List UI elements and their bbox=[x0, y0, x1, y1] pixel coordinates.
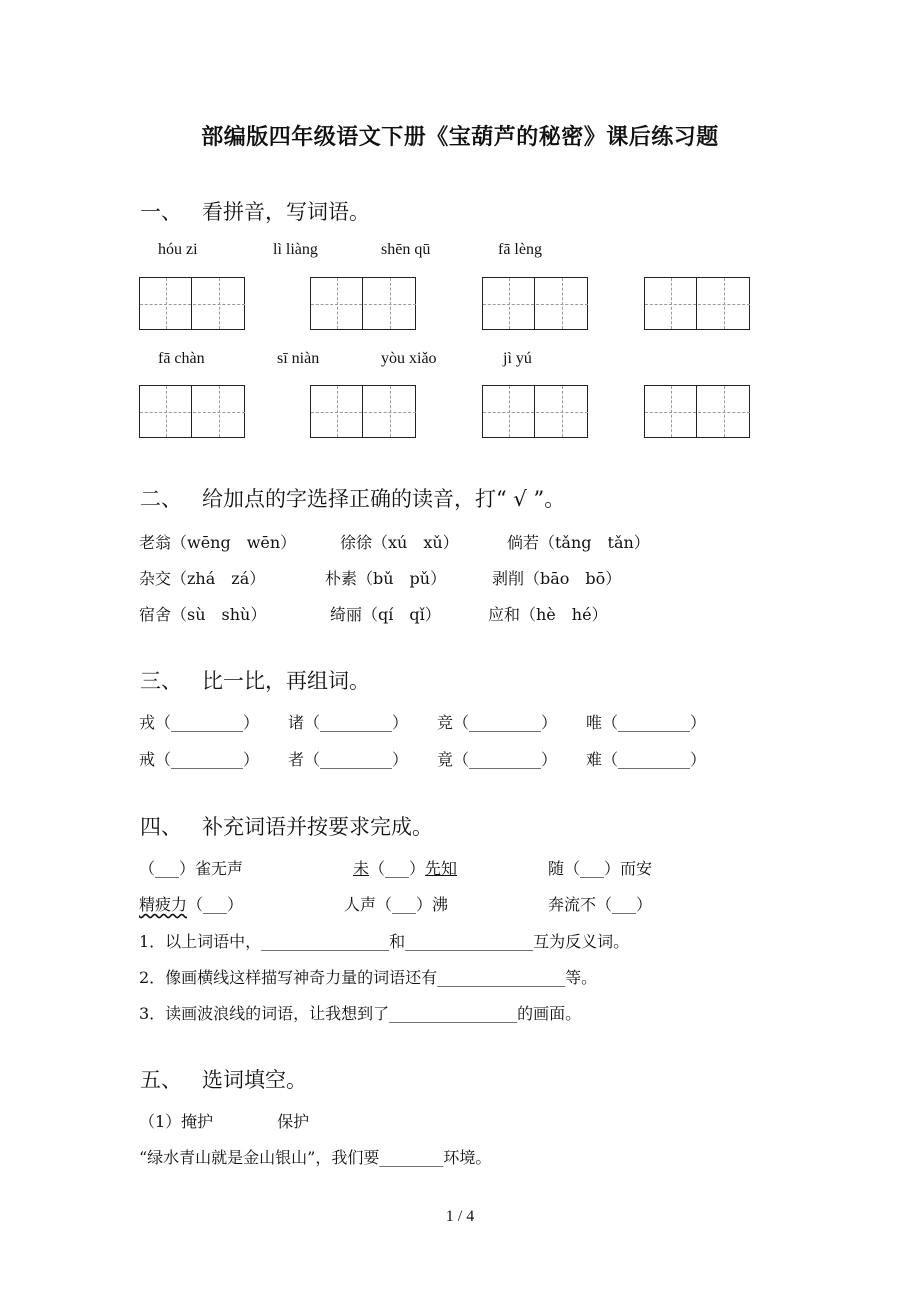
idiom-item[interactable]: （___）雀无声 bbox=[139, 859, 244, 878]
idiom-item[interactable] bbox=[353, 856, 457, 879]
question-1[interactable]: 1．以上词语中，________________和________________互为反义词。 bbox=[139, 932, 630, 951]
compare-item[interactable]: 者（_________） bbox=[288, 750, 409, 769]
section-5-heading bbox=[140, 1064, 307, 1094]
reading-item: 倘若（tǎng tǎn） bbox=[507, 533, 650, 552]
section-number: 三、 bbox=[140, 669, 182, 693]
pinyin-label: hóu zi bbox=[158, 241, 198, 258]
pinyin-label: yòu xiǎo bbox=[381, 350, 437, 367]
section-title: 补充词语并按要求完成。 bbox=[202, 815, 433, 839]
reading-item: 杂交（zhá zá） bbox=[139, 569, 266, 588]
pinyin-label: fā chàn bbox=[158, 350, 205, 367]
writing-grid[interactable] bbox=[310, 385, 416, 438]
section-3-heading bbox=[140, 665, 370, 695]
idiom-item[interactable] bbox=[139, 892, 243, 915]
compare-item[interactable]: 诸（_________） bbox=[288, 713, 409, 732]
page-number: 1 / 4 bbox=[445, 1208, 475, 1225]
blank[interactable]: （___） bbox=[187, 895, 244, 914]
blank[interactable]: （___） bbox=[369, 859, 426, 878]
compare-item[interactable]: 竞（_________） bbox=[437, 713, 558, 732]
idiom-item[interactable]: 奔流不（___） bbox=[548, 895, 653, 914]
section-title: 给加点的字选择正确的读音，打“ √ ”。 bbox=[202, 487, 566, 511]
pinyin-label: sī niàn bbox=[277, 350, 320, 367]
pinyin-label: shēn qū bbox=[381, 241, 431, 258]
writing-grid[interactable] bbox=[482, 277, 588, 330]
question-2[interactable]: 2．像画横线这样描写神奇力量的词语还有________________等。 bbox=[139, 968, 598, 987]
pinyin-label: lì liàng bbox=[273, 241, 318, 258]
writing-grid[interactable] bbox=[644, 277, 750, 330]
reading-item: 剥削（bāo bō） bbox=[492, 569, 622, 588]
reading-item: 徐徐（xú xǔ） bbox=[340, 533, 459, 552]
underlined-text: 未 bbox=[353, 859, 370, 878]
section-number: 四、 bbox=[140, 815, 182, 839]
underlined-text: 先知 bbox=[425, 859, 458, 878]
writing-grid[interactable] bbox=[139, 277, 245, 330]
section-title: 比一比，再组词。 bbox=[202, 669, 370, 693]
fill-sentence[interactable]: “绿水青山就是金山银山”，我们要________环境。 bbox=[139, 1148, 492, 1167]
section-number: 五、 bbox=[140, 1068, 182, 1092]
reading-item: 绮丽（qí qǐ） bbox=[330, 605, 441, 624]
section-1-heading bbox=[140, 196, 370, 226]
writing-grid[interactable] bbox=[644, 385, 750, 438]
section-number: 一、 bbox=[140, 200, 182, 224]
reading-item: 宿舍（sù shù） bbox=[139, 605, 267, 624]
section-2-heading bbox=[140, 483, 565, 513]
writing-grid[interactable] bbox=[482, 385, 588, 438]
writing-grid[interactable] bbox=[139, 385, 245, 438]
idiom-item[interactable]: 人声（___）沸 bbox=[344, 895, 449, 914]
question-3[interactable]: 3．读画波浪线的词语，让我想到了________________的画面。 bbox=[139, 1004, 582, 1023]
compare-item[interactable]: 唯（_________） bbox=[586, 713, 707, 732]
section-number: 二、 bbox=[140, 487, 182, 511]
compare-item[interactable]: 难（_________） bbox=[586, 750, 707, 769]
word-options: （1）掩护 保护 bbox=[139, 1112, 310, 1131]
section-title: 看拼音，写词语。 bbox=[202, 200, 370, 224]
page-title: 部编版四年级语文下册《宝葫芦的秘密》课后练习题 bbox=[201, 124, 719, 150]
idiom-item[interactable]: 随（___）而安 bbox=[548, 859, 653, 878]
reading-item: 老翁（wēng wēn） bbox=[139, 533, 297, 552]
reading-item: 应和（hè hé） bbox=[488, 605, 608, 624]
writing-grid[interactable] bbox=[310, 277, 416, 330]
compare-item[interactable]: 戎（_________） bbox=[139, 713, 260, 732]
section-4-heading bbox=[140, 811, 433, 841]
wavy-underlined-text: 精疲力 bbox=[139, 895, 188, 914]
section-title: 选词填空。 bbox=[202, 1068, 307, 1092]
compare-item[interactable]: 戒（_________） bbox=[139, 750, 260, 769]
reading-item: 朴素（bǔ pǔ） bbox=[325, 569, 447, 588]
pinyin-label: fā lèng bbox=[498, 241, 542, 258]
compare-item[interactable]: 竟（_________） bbox=[437, 750, 558, 769]
pinyin-label: jì yú bbox=[503, 350, 532, 367]
